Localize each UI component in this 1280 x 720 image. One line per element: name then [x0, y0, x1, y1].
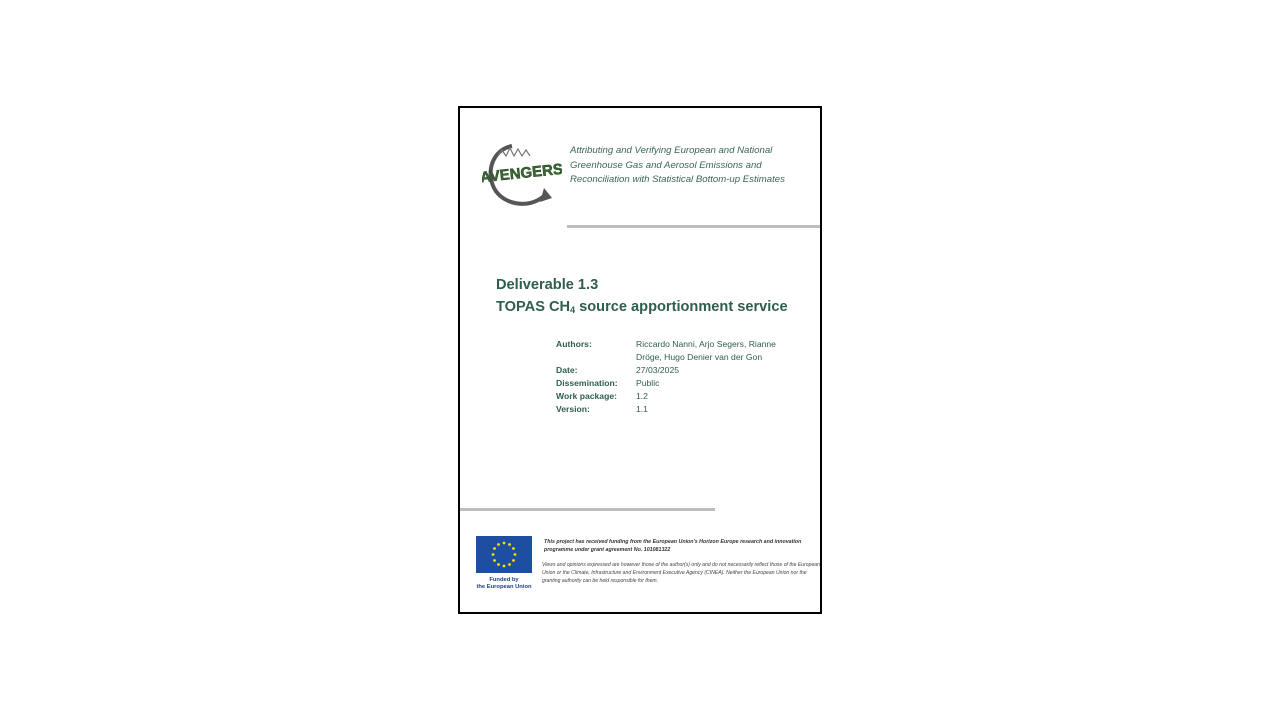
meta-label: Authors: [556, 339, 592, 349]
funding-statement: This project has received funding from the European Union's Horizon Europe research and innovation programme under grant agreement No. 101081322 [544, 539, 802, 553]
disclaimer-text: Views and opinions expressed are however those of the author(s) only and do not necessarily reflect those of the European Union or the Climate, Infrastructure and Environment Executive Agency (CINEA). Neither the European Union nor the granting authority can be held responsible for them. [542, 562, 820, 584]
meta-label: Version: [556, 403, 590, 414]
deliverable-name [496, 296, 788, 321]
tagline-line: Reconciliation with Statistical Bottom-up Estimates [570, 174, 785, 185]
title-text: TOPAS CH [496, 299, 571, 315]
deliverable-title [496, 274, 788, 321]
authors-line: Riccardo Nanni, Arjo Segers, Rianne [636, 339, 776, 349]
meta-row-work-package [556, 390, 796, 403]
avengers-logo [482, 132, 562, 212]
meta-label: Work package: [556, 390, 617, 401]
logo-wordmark: AVENGERS [482, 160, 562, 187]
title-subscript: 4 [570, 305, 576, 315]
meta-row-date [556, 364, 796, 377]
tagline-line: Attributing and Verifying European and National [570, 145, 773, 156]
meta-label: Date: [556, 364, 578, 375]
meta-value: 27/03/2025 [636, 364, 680, 375]
eu-caption-line: Funded by [489, 577, 519, 583]
authors-line: Dröge, Hugo Denier van der Gon [636, 351, 763, 362]
footer-divider [460, 508, 715, 511]
meta-value [636, 338, 796, 364]
metadata-table [556, 338, 796, 415]
meta-value: 1.1 [636, 403, 648, 414]
eu-flag-icon [476, 536, 532, 573]
meta-row-version [556, 403, 796, 416]
project-tagline [570, 144, 815, 188]
deliverable-number: Deliverable 1.3 [496, 277, 599, 293]
meta-value: 1.2 [636, 390, 648, 401]
meta-label: Dissemination: [556, 377, 618, 388]
document-page [458, 106, 822, 614]
meta-value: Public [636, 377, 660, 388]
tagline-line: Greenhouse Gas and Aerosol Emissions and [570, 159, 762, 171]
eu-caption-line: the European Union [476, 584, 532, 591]
meta-row-authors [556, 338, 796, 364]
eu-funding-caption [468, 577, 540, 592]
title-text: source apportionment service [575, 299, 788, 315]
header-divider [567, 225, 820, 228]
meta-row-dissemination [556, 377, 796, 390]
